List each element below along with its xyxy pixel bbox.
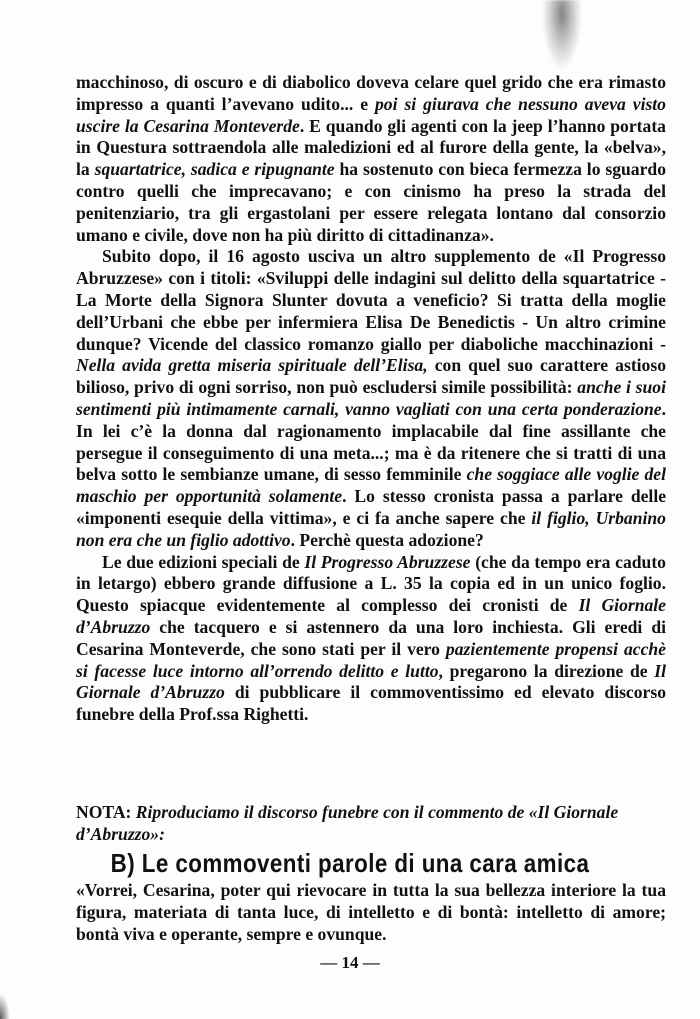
text-run: . Lo stesso cronista passa a parlare delle «imponenti esequie della vittima», e ci fa anche sapere che [76, 486, 667, 528]
text-run: . In lei c’è la donna dal ragionamento implacabile dal fine assillante che persegue il conseguimento di una meta...; ma è da ritenere che si tratti di una belva sotto le sembianze umane, di sesso femminile [76, 398, 666, 485]
text-run: Subito dopo, il 16 agosto usciva un altro supplemento de «Il Progresso Abruzzese» con i titoli: «Sviluppi delle indagini sul delitto della squartatrice - La Morte della Signora Slunter dovuta a veneficio? Si tratta della moglie dell’Urbani che ebbe per infermiera Elisa De Benedictis - Un altro crimine dunque? Vicende del classico romanzo giallo per diaboliche macchinazioni - [76, 246, 666, 354]
paragraph-1 [76, 72, 666, 246]
section-heading: B) Le commoventi parole di una cara amica [110, 848, 590, 878]
paragraph-3 [76, 552, 666, 726]
text-run: macchinoso, di oscuro e di diabolico doveva celare quel grido che era rimasto impresso a quanti l’avevano udito... e [76, 72, 666, 114]
text-run: di pubblicare il commoventissimo ed elevato discorso funebre della Prof.ssa Righetti. [76, 682, 666, 725]
italic-run: pazientemente propensi acchè si facesse luce intorno all’orrendo delitto e lutto [76, 638, 666, 681]
text-run: . E quando gli agenti con la jeep l’hanno portata in Questura sottraendola alle maledizioni ed al furore della gente, la «belva», la [76, 115, 666, 180]
italic-run: poi si giurava che nessuno aveva visto uscire la Cesarina Monteverde [76, 93, 666, 136]
text-run: (che da tempo era caduto in letargo) ebbero grande diffusione a L. 35 la copia ed in un unico foglio. Questo spiacque evidentemente al complesso dei cronisti de [76, 551, 666, 616]
note-text: Riproduciamo il discorso funebre con il commento de «Il Giornale d’Abruzzo»: [76, 802, 619, 844]
italic-run: che soggiace alle voglie del maschio per opportunità solamente [76, 464, 666, 507]
text-run: che tacquero e si astennero da una loro inchiesta. Gli eredi di Cesarina Monteverde, che sono stati per il vero [76, 616, 666, 659]
ink-smudge [542, 0, 582, 70]
text-run: , pregarono la direzione de [438, 660, 655, 681]
text-run: Le due edizioni speciali de [102, 551, 305, 572]
text-run: con quel suo carattere astioso bilioso, privo di ogni sorriso, non può escludersi simile possibilità: [76, 355, 667, 398]
italic-run: anche i suoi sentimenti più intimamente carnali, vanno vagliati con una certa ponderazione [76, 377, 666, 419]
body-text [76, 72, 666, 726]
scan-edge-mark [0, 993, 10, 1019]
editor-note [76, 801, 666, 845]
paragraph-2 [76, 246, 666, 551]
italic-run: Nella avida gretta miseria spirituale dell’Elisa, [76, 355, 428, 376]
italic-run: Il Giornale d’Abruzzo [76, 595, 666, 637]
text-run: ha sostenuto con bieca fermezza lo sguardo contro quelli che imprecavano; e con cinismo ha preso la strada del penitenziario, tra gli ergastolani per essere relegata lontano dal consorzio umano e civile, dove non ha più diritto di cittadinanza». [76, 159, 666, 245]
italic-run: il figlio, Urbanino non era che un figlio adottivo [76, 507, 666, 550]
note-label: NOTA: [76, 802, 136, 822]
italic-run: Il Giornale d’Abruzzo [76, 660, 667, 703]
italic-run: squartatrice, sadica e ripugnante [94, 159, 335, 180]
italic-run: Il Progresso Abruzzese [304, 551, 471, 572]
speech-text: «Vorrei, Cesarina, poter qui rievocare in tutta la sua bellezza interiore la tua figura, materiata di tanta luce, di intelletto e di bontà: intelletto di amore; bontà viva e operante, sempre e ovunque. [76, 880, 666, 944]
text-run: . Perchè questa adozione? [290, 529, 484, 550]
page-number: — 14 — [320, 953, 380, 972]
